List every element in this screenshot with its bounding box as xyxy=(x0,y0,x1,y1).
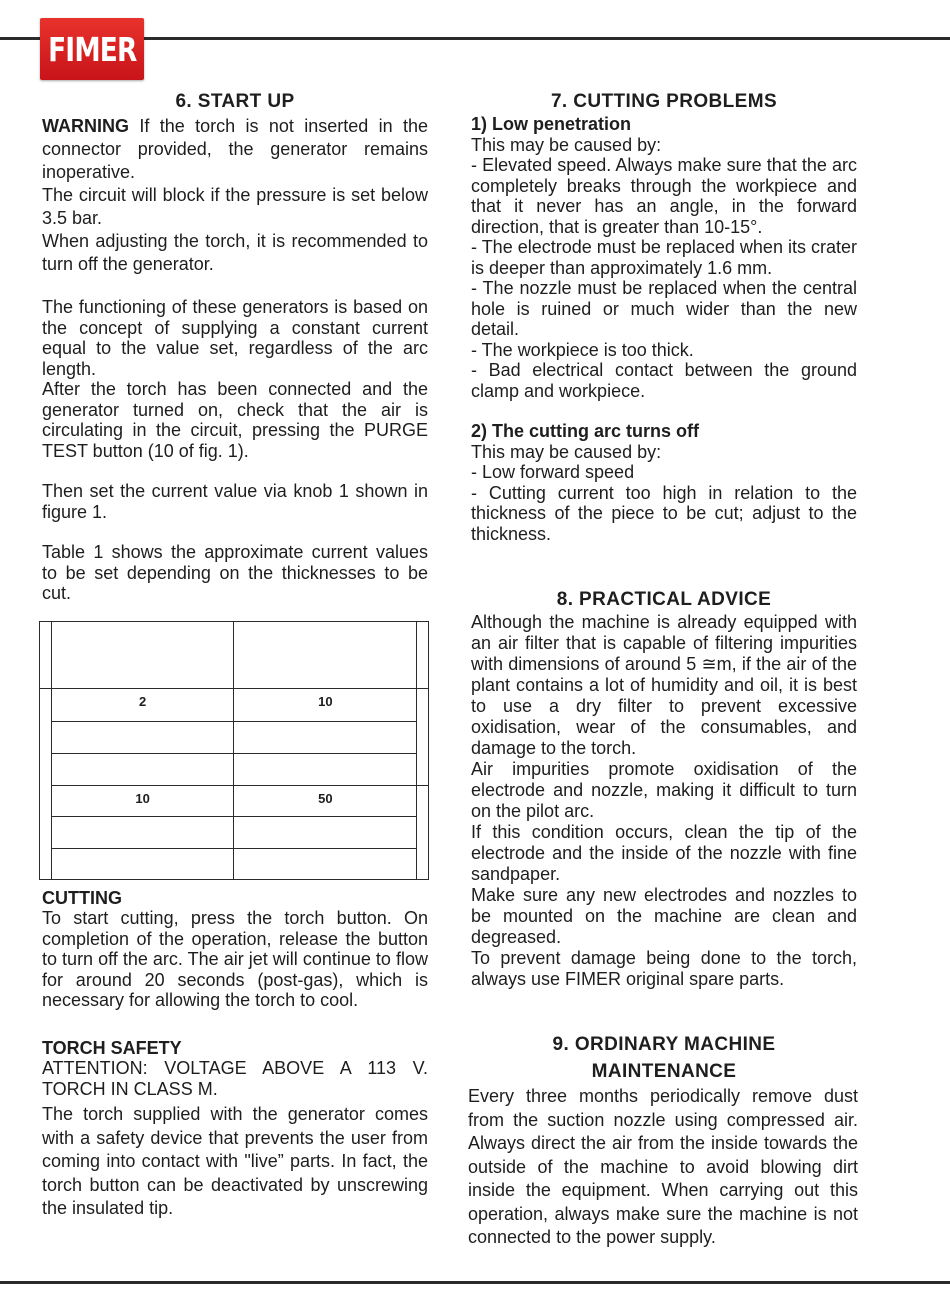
current-thickness-table xyxy=(39,621,429,880)
table-cell-value: 10 xyxy=(234,688,417,721)
start-up-title: 6. START UP xyxy=(175,91,295,112)
functioning-paragraph: The functioning of these generators is based on the concept of supplying a constant current equal to the value set, regardless of the arc length. xyxy=(42,297,428,379)
table-cell xyxy=(51,816,234,848)
warning-label: WARNING xyxy=(42,116,129,136)
torch-safety-paragraph: The torch supplied with the generator comes with a safety device that prevents the user from coming into contact with "live” parts. In fact, the torch button can be deactivated by unscrewing the insulated tip. xyxy=(42,1104,428,1218)
warning-text: If the torch is not inserted in the connector provided, the generator remains inoperative. xyxy=(42,116,428,182)
cutting-title: CUTTING xyxy=(42,887,122,908)
advice-paragraph: Air impurities promote oxidisation of the electrode and nozzle, making it difficult to turn on the pilot arc. xyxy=(471,759,857,821)
problem-item: - The workpiece is too thick. xyxy=(471,339,694,360)
table-cell xyxy=(234,753,417,785)
maintenance-paragraph: Every three months periodically remove dust from the suction nozzle using compressed air. Always direct the air from the inside towards the outside of the machine to avoid blowing dirt inside the equipment. When carrying out this operation, always make sure the machine is not connected to the power supply. xyxy=(468,1086,858,1247)
table-cell xyxy=(51,753,234,785)
caused-by-text: This may be caused by: xyxy=(471,134,662,155)
problem-item: - The nozzle must be replaced when the central hole is ruined or much wider than the new detail. xyxy=(471,278,857,339)
maintenance-title-line1: 9. ORDINARY MACHINE xyxy=(552,1034,776,1055)
problem-item: - The electrode must be replaced when its crater is deeper than approximately 1.6 mm. xyxy=(471,237,857,278)
attention-paragraph: ATTENTION: VOLTAGE ABOVE A 113 V. TORCH IN CLASS M. xyxy=(42,1058,428,1099)
footer-rule xyxy=(0,1281,950,1284)
arc-turns-off-title: 2) The cutting arc turns off xyxy=(471,421,700,441)
adjusting-paragraph: When adjusting the torch, it is recommended to turn off the generator. xyxy=(42,231,428,274)
torch-safety-title: TORCH SAFETY xyxy=(42,1037,182,1058)
practical-advice-body xyxy=(471,612,857,990)
table-cell-value: 2 xyxy=(51,688,234,721)
cutting-problems-body xyxy=(471,114,857,544)
fimer-logo xyxy=(40,18,144,80)
cutting-paragraph: To start cutting, press the torch button. On completion of the operation, release the button to turn off the arc. The air jet will continue to flow for around 20 seconds (post-gas), which is necessary for allowing the torch to cool. xyxy=(42,908,428,1010)
advice-paragraph: To prevent damage being done to the torch, always use FIMER original spare parts. xyxy=(471,948,857,989)
cutting-problems-title: 7. CUTTING PROBLEMS xyxy=(550,91,778,112)
knob-paragraph: Then set the current value via knob 1 shown in figure 1. xyxy=(42,481,428,522)
start-up-intro xyxy=(42,115,428,276)
advice-paragraph: Although the machine is already equipped with an air filter that is capable of filtering impurities with dimensions of around 5 ≅m, if the air of the plant contains a lot of humidity and oil, it is best to use a dry filter to prevent excessive oxidisation, wear of the consumables, and damage to the torch. xyxy=(471,612,857,758)
practical-advice-title: 8. PRACTICAL ADVICE xyxy=(556,589,772,610)
maintenance-title-line2: MAINTENANCE xyxy=(591,1061,737,1082)
table-cell xyxy=(417,688,429,785)
table-cell xyxy=(40,621,52,688)
advice-paragraph: Make sure any new electrodes and nozzles to be mounted on the machine are clean and degreased. xyxy=(471,885,857,947)
left-column xyxy=(42,88,428,1221)
table-cell xyxy=(234,848,417,879)
table-ref-paragraph: Table 1 shows the approximate current values to be set depending on the thicknesses to be cut. xyxy=(42,542,428,603)
circuit-paragraph: The circuit will block if the pressure is set below 3.5 bar. xyxy=(42,185,428,228)
table-cell xyxy=(417,785,429,879)
problem-item: - Cutting current too high in relation to the thickness of the piece to be cut; adjust to the thickness. xyxy=(471,482,857,544)
maintenance-section xyxy=(468,1031,858,1250)
after-connected-paragraph: After the torch has been connected and the generator turned on, check that the air is circulating in the circuit, pressing the PURGE TEST button (10 of fig. 1). xyxy=(42,379,428,461)
caused-by-text: This may be caused by: xyxy=(471,441,662,462)
right-column xyxy=(468,88,858,1250)
warning-paragraph xyxy=(42,115,428,184)
low-penetration-title: 1) Low penetration xyxy=(471,114,632,134)
table-cell xyxy=(51,621,234,688)
start-up-body xyxy=(42,297,428,604)
advice-paragraph: If this condition occurs, clean the tip of the electrode and the inside of the nozzle with fine sandpaper. xyxy=(471,822,857,884)
problem-item: - Bad electrical contact between the ground clamp and workpiece. xyxy=(471,360,857,401)
table-cell xyxy=(417,621,429,688)
table-cell-value: 50 xyxy=(234,785,417,816)
table-cell xyxy=(51,721,234,753)
logo-text: FIMER xyxy=(47,29,137,69)
torch-safety-section xyxy=(42,1038,428,1221)
table-cell xyxy=(40,688,52,879)
table-cell xyxy=(234,816,417,848)
table-cell xyxy=(51,848,234,879)
problem-item: - Elevated speed. Always make sure that the arc completely breaks through the workpiece and that it never has an angle, in the forward direction, that is greater than 10-15°. xyxy=(471,155,857,237)
problem-item: - Low forward speed xyxy=(471,462,635,482)
cutting-section xyxy=(42,888,428,1011)
table-cell xyxy=(234,621,417,688)
table-cell xyxy=(234,721,417,753)
table-cell-value: 10 xyxy=(51,785,234,816)
